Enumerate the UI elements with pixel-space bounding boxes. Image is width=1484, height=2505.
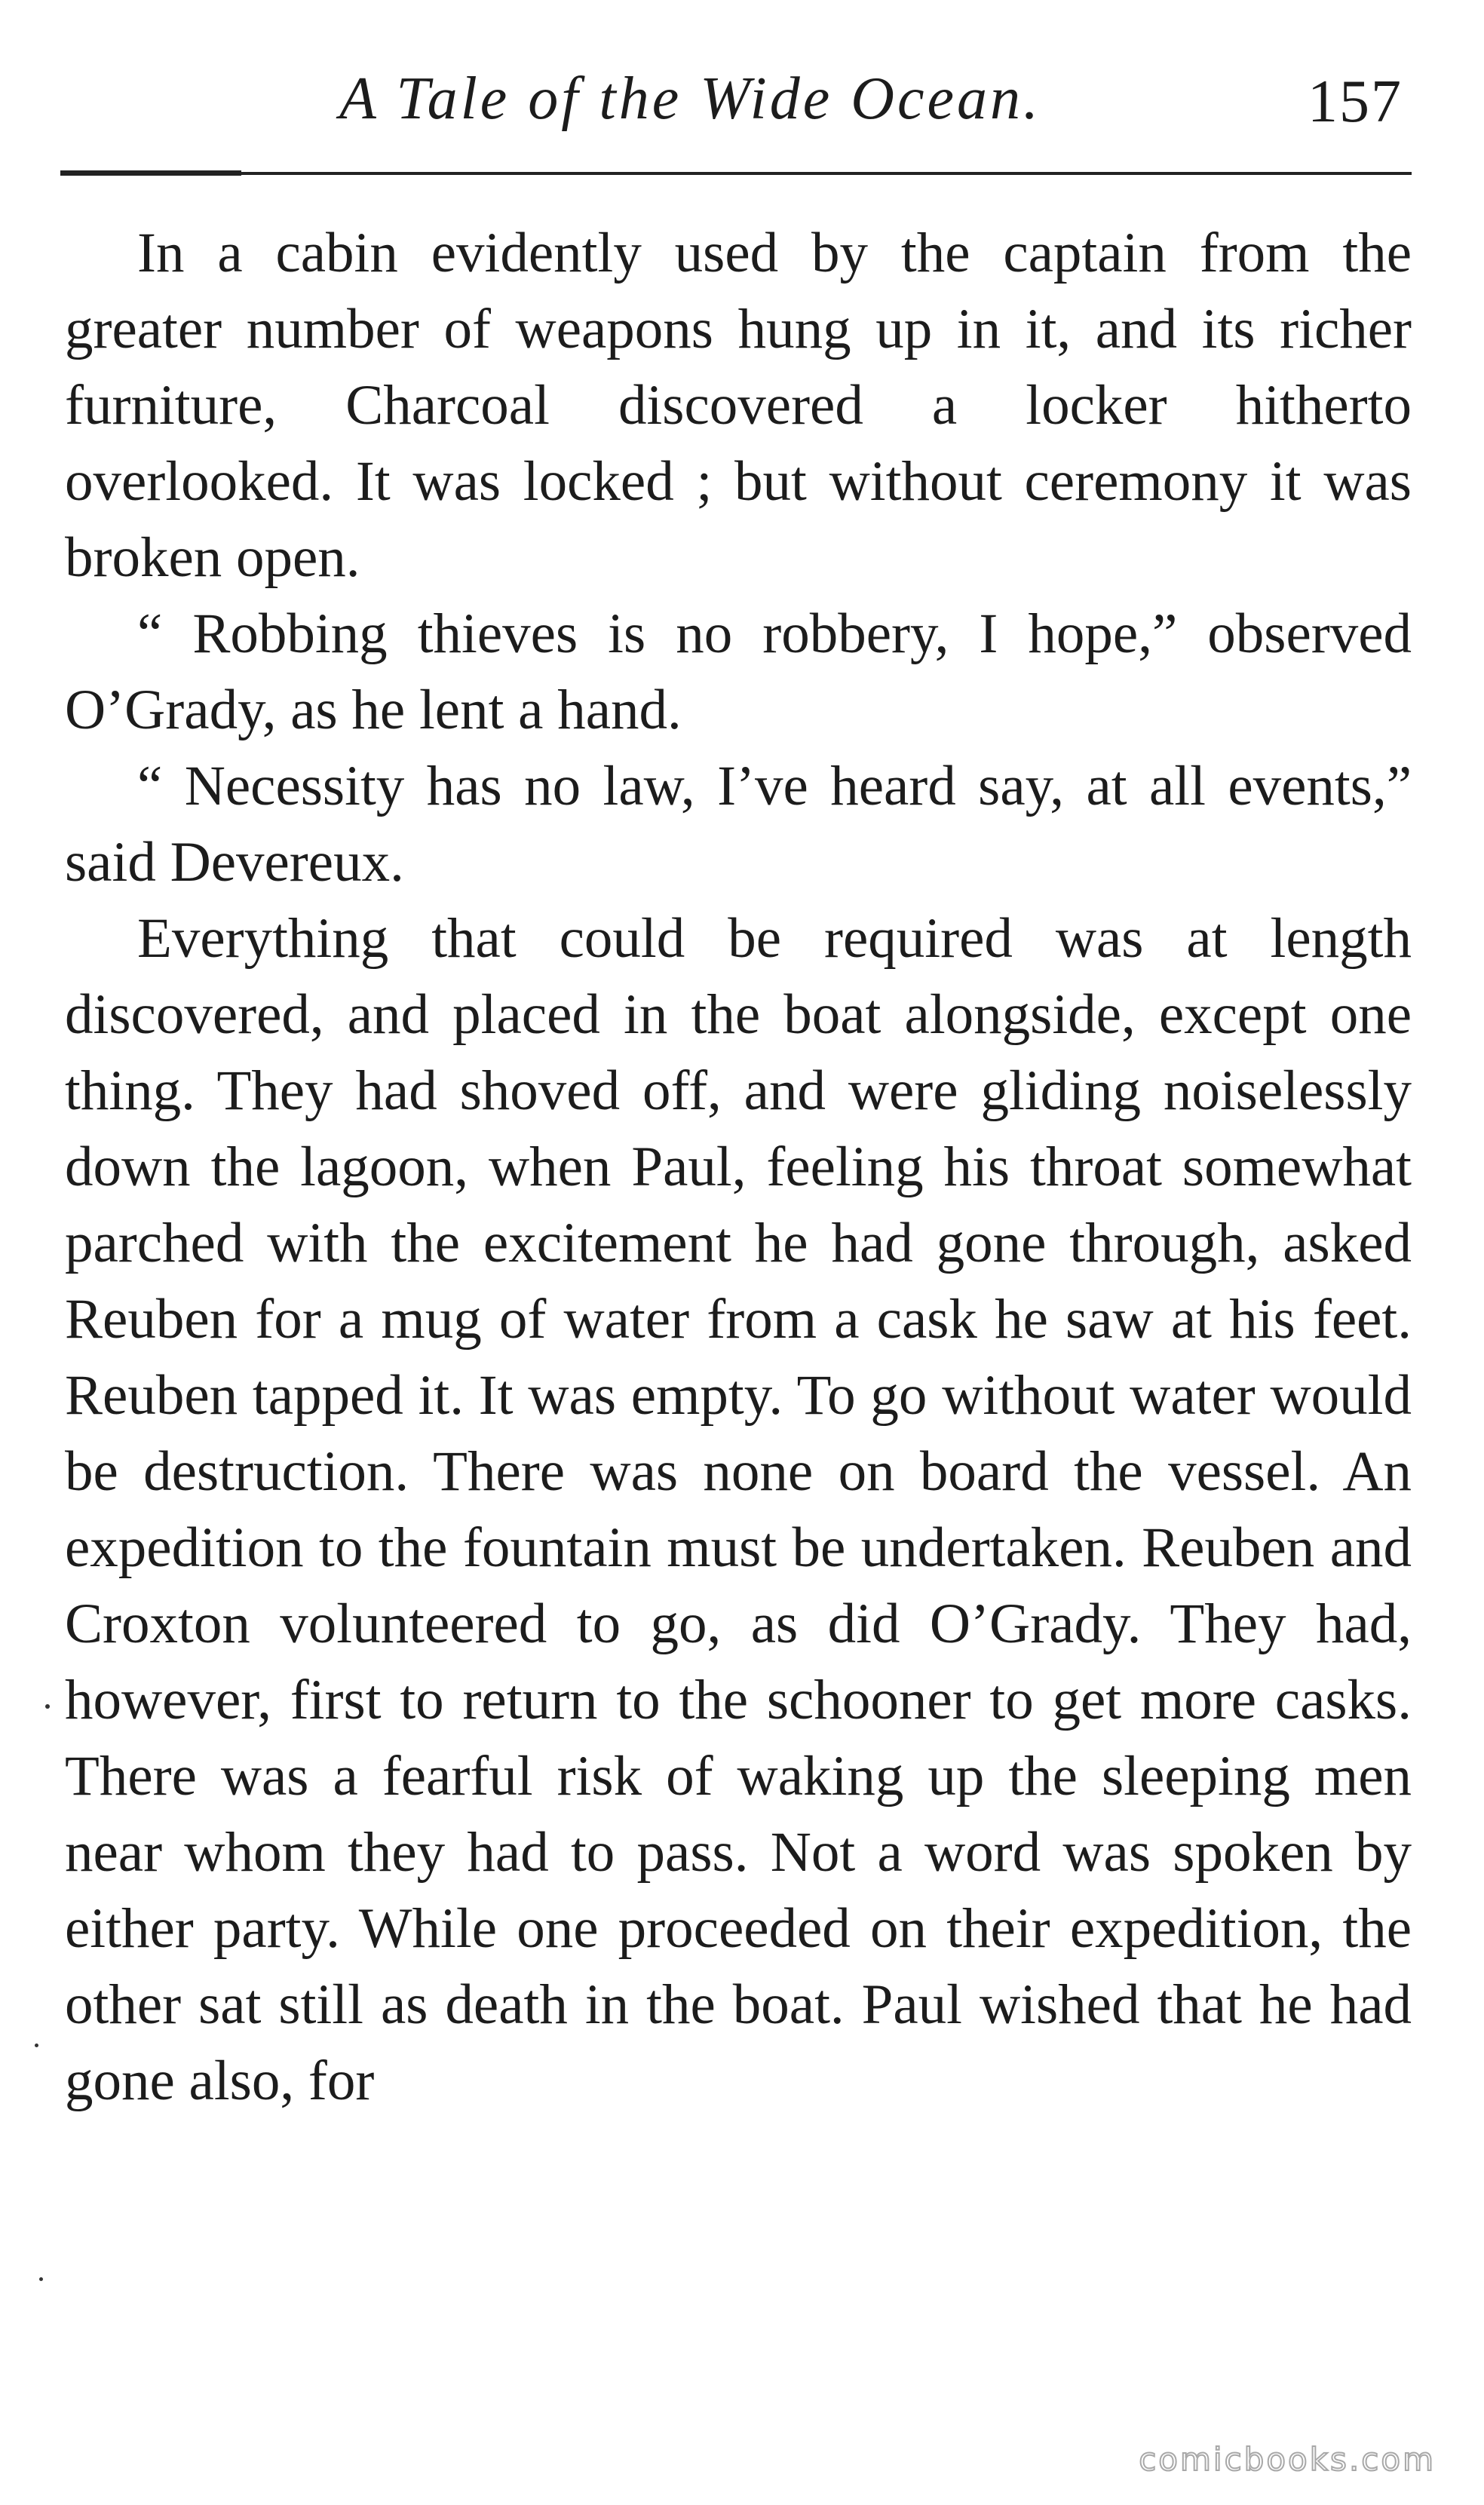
- margin-speck: [45, 1704, 50, 1709]
- margin-speck: [39, 2277, 43, 2281]
- margin-speck: [35, 2044, 38, 2047]
- running-head: [60, 65, 1418, 148]
- paragraph-expedition: Everything that could be required was at length discovered, and placed in the boat alongside, except one thing. They had shoved off, and were gliding noiselessly down the lagoon, when Paul, feeling his throat somewhat parched with the excitement he had gone through, asked Reuben for a mug of water from a cask he saw at his feet. Reuben tapped it. It was empty. To go without water would be destruction. There was none on board the vessel. An expedition to the fountain must be undertaken. Reuben and Croxton volunteered to go, as did O’Grady. They had, however, first to return to the schooner to get more casks. There was a fearful risk of waking up the sleeping men near whom they had to pass. Not a word was spoken by either party. While one proceeded on their expedition, the other sat still as death in the boat. Paul wished that he had gone also, for: [65, 907, 1412, 2112]
- paragraph-locker: In a cabin evidently used by the captain from the greater number of weapons hung up in it, and its richer furniture, Charcoal discovered a locker hitherto overlooked. It was locked ; but without ceremony it was broken open.: [65, 222, 1412, 589]
- paragraph-devereux: “ Necessity has no law, I’ve heard say, at all events,” said Devereux.: [65, 755, 1412, 894]
- page-number: 157: [1308, 69, 1403, 135]
- watermark-logo: comicbooks.com: [1139, 2441, 1436, 2478]
- running-head-title: A Tale of the Wide Ocean.: [339, 66, 1042, 132]
- header-rule: [60, 172, 1412, 175]
- paragraph-ogrady: “ Robbing thieves is no robbery, I hope,” observed O’Grady, as he lent a hand.: [65, 602, 1412, 741]
- body-text: [65, 215, 1412, 2119]
